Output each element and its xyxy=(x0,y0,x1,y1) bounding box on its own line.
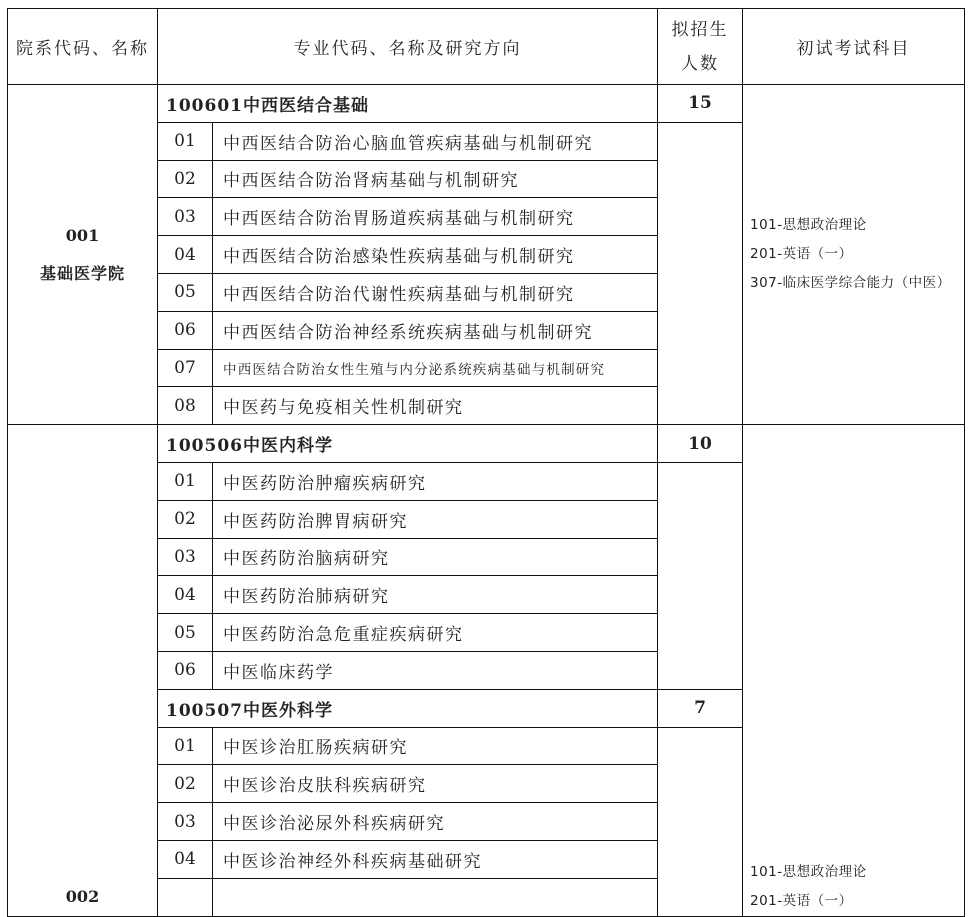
count-blank xyxy=(658,462,743,689)
direction-num: 06 xyxy=(158,311,213,349)
exam-item: 101-思想政治理论 xyxy=(750,217,867,234)
direction-text: 中西医结合防治神经系统疾病基础与机制研究 xyxy=(213,311,658,349)
direction-num: 04 xyxy=(158,840,213,878)
header-dept: 院系代码、名称 xyxy=(8,9,158,85)
direction-num: 02 xyxy=(158,765,213,803)
header-count-line1: 拟招生 xyxy=(671,19,729,40)
direction-text: 中西医结合防治心脑血管疾病基础与机制研究 xyxy=(213,122,658,160)
dept-cell xyxy=(8,85,158,425)
header-count xyxy=(658,9,743,85)
direction-num: 03 xyxy=(158,803,213,841)
admissions-table xyxy=(7,8,965,917)
direction-num: 08 xyxy=(158,387,213,425)
admissions-table-container xyxy=(7,8,964,917)
dept-name: 基础医学院 xyxy=(39,263,125,283)
direction-text: 中西医结合防治代谢性疾病基础与机制研究 xyxy=(213,273,658,311)
exam-item: 101-思想政治理论 xyxy=(750,863,867,880)
dept-code: 001 xyxy=(65,225,100,245)
major-count: 10 xyxy=(658,425,743,463)
major-row xyxy=(8,425,965,463)
major-title: 100507中医外科学 xyxy=(158,689,658,727)
exam-item: 201-英语（一） xyxy=(750,246,853,263)
direction-text: 中医药防治脾胃病研究 xyxy=(213,500,658,538)
direction-text: 中西医结合防治感染性疾病基础与机制研究 xyxy=(213,236,658,274)
exam-item: 307-临床医学综合能力（中医） xyxy=(750,275,951,292)
direction-text: 中西医结合防治胃肠道疾病基础与机制研究 xyxy=(213,198,658,236)
direction-num: 01 xyxy=(158,727,213,765)
direction-num: 02 xyxy=(158,160,213,198)
exam-cell xyxy=(743,425,965,916)
direction-text: 中医药防治急危重症疾病研究 xyxy=(213,614,658,652)
direction-text: 中医药防治肿瘤疾病研究 xyxy=(213,462,658,500)
direction-text: 中医药与免疫相关性机制研究 xyxy=(213,387,658,425)
count-blank xyxy=(658,727,743,916)
direction-num: 05 xyxy=(158,273,213,311)
header-exam: 初试考试科目 xyxy=(743,9,965,85)
major-count: 7 xyxy=(658,689,743,727)
direction-text: 中医诊治泌尿外科疾病研究 xyxy=(213,803,658,841)
direction-num: 02 xyxy=(158,500,213,538)
direction-num xyxy=(158,878,213,916)
direction-text: 中西医结合防治女性生殖与内分泌系统疾病基础与机制研究 xyxy=(213,349,658,387)
exam-item: 201-英语（一） xyxy=(750,892,853,909)
dept-cell xyxy=(8,425,158,916)
direction-num: 01 xyxy=(158,122,213,160)
major-title: 100506中医内科学 xyxy=(158,425,658,463)
direction-num: 07 xyxy=(158,349,213,387)
header-major: 专业代码、名称及研究方向 xyxy=(158,9,658,85)
dept-code: 002 xyxy=(65,886,100,906)
direction-text: 中西医结合防治肾病基础与机制研究 xyxy=(213,160,658,198)
major-row xyxy=(8,85,965,123)
major-count: 15 xyxy=(658,85,743,123)
header-count-line2: 人数 xyxy=(681,53,719,74)
direction-text: 中医临床药学 xyxy=(213,651,658,689)
exam-cell xyxy=(743,85,965,425)
direction-text: 中医诊治神经外科疾病基础研究 xyxy=(213,840,658,878)
direction-num: 04 xyxy=(158,236,213,274)
direction-text: 中医药防治脑病研究 xyxy=(213,538,658,576)
direction-text: 中医诊治皮肤科疾病研究 xyxy=(213,765,658,803)
direction-num: 05 xyxy=(158,614,213,652)
count-blank xyxy=(658,122,743,424)
direction-text xyxy=(213,878,658,916)
direction-num: 04 xyxy=(158,576,213,614)
direction-text: 中医药防治肺病研究 xyxy=(213,576,658,614)
direction-num: 03 xyxy=(158,198,213,236)
direction-num: 01 xyxy=(158,462,213,500)
direction-num: 06 xyxy=(158,651,213,689)
major-title: 100601中西医结合基础 xyxy=(158,85,658,123)
direction-num: 03 xyxy=(158,538,213,576)
direction-text: 中医诊治肛肠疾病研究 xyxy=(213,727,658,765)
